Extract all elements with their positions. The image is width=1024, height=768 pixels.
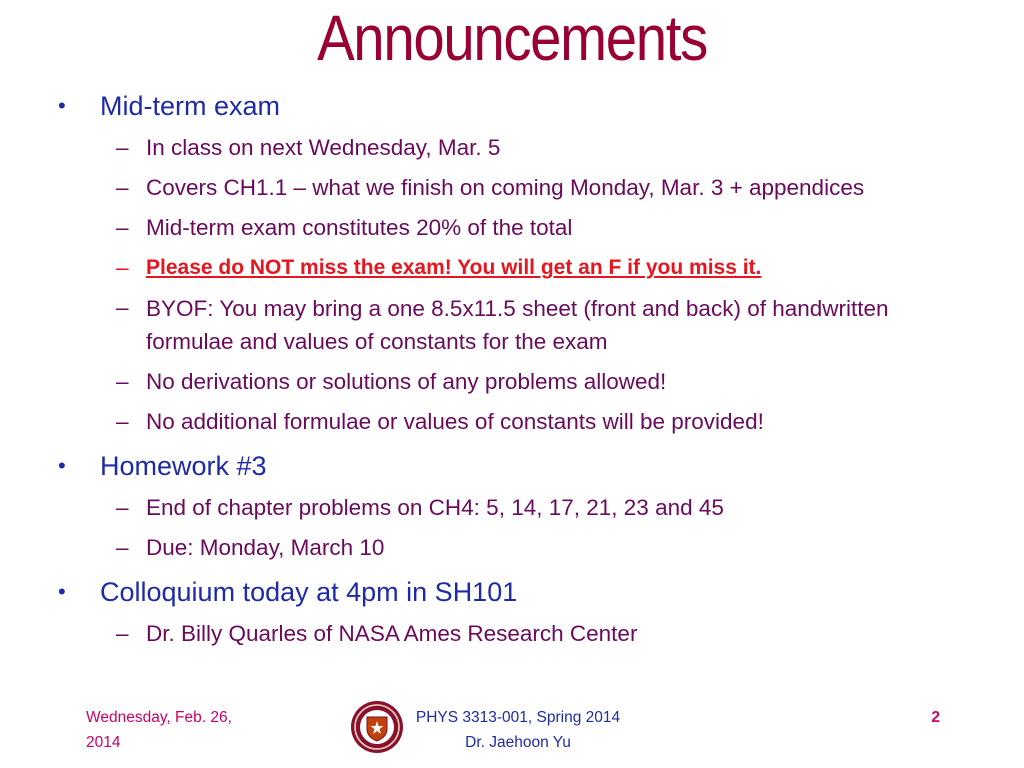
sub-item-text: In class on next Wednesday, Mar. 5 <box>146 135 501 160</box>
page-number: 2 <box>931 709 940 726</box>
sub-item-text: No additional formulae or values of constants will be provided! <box>146 409 764 434</box>
footer-instructor: Dr. Jaehoon Yu <box>465 734 571 751</box>
warning-text: Please do NOT miss the exam! You will get an F if you miss it. <box>146 256 762 279</box>
dash-icon: – <box>116 369 129 394</box>
footer-course-info <box>408 705 628 755</box>
bullet-icon: • <box>58 579 66 604</box>
bullet-midterm <box>58 88 958 124</box>
footer-course: PHYS 3313-001, Spring 2014 <box>415 709 621 726</box>
dash-icon: – <box>116 535 129 560</box>
sub-item-text: Due: Monday, March 10 <box>146 535 385 560</box>
sub-item <box>116 366 958 398</box>
bullet-text: Homework #3 <box>100 451 267 481</box>
sub-item <box>116 292 958 358</box>
sub-item-text: Mid-term exam constitutes 20% of the total <box>146 215 573 240</box>
slide-content <box>58 86 958 650</box>
sub-item-text: Dr. Billy Quarles of NASA Ames Research Center <box>146 621 638 646</box>
dash-icon: – <box>116 495 129 520</box>
bullet-homework <box>58 448 958 484</box>
sub-item-text: BYOF: You may bring a one 8.5x11.5 sheet (front and back) of handwritten formulae and values of constants for the exam <box>146 296 889 354</box>
university-seal-icon <box>350 700 404 754</box>
bullet-icon: • <box>58 93 66 118</box>
sub-item-warning <box>116 252 958 284</box>
midterm-subitems <box>116 132 958 438</box>
dash-icon: – <box>116 135 129 160</box>
slide-title: Announcements <box>317 2 707 74</box>
footer-date <box>86 705 276 755</box>
dash-icon: – <box>116 409 129 434</box>
colloquium-subitems <box>116 618 958 650</box>
bullet-text: Mid-term exam <box>100 91 281 121</box>
sub-item <box>116 172 958 204</box>
dash-icon: – <box>116 295 129 320</box>
sub-item <box>116 132 958 164</box>
sub-item <box>116 406 958 438</box>
sub-item <box>116 618 958 650</box>
bullet-text: Colloquium today at 4pm in SH101 <box>100 577 518 607</box>
homework-subitems <box>116 492 958 564</box>
bullet-icon: • <box>58 453 66 478</box>
dash-icon: – <box>116 255 129 280</box>
dash-icon: – <box>116 175 129 200</box>
sub-item <box>116 532 958 564</box>
sub-item-text: End of chapter problems on CH4: 5, 14, 17, 21, 23 and 45 <box>146 495 724 520</box>
sub-item <box>116 212 958 244</box>
footer-date-line2: 2014 <box>86 734 121 751</box>
dash-icon: – <box>116 215 129 240</box>
dash-icon: – <box>116 621 129 646</box>
sub-item-text: No derivations or solutions of any problems allowed! <box>146 369 667 394</box>
sub-item-text: Covers CH1.1 – what we finish on coming Monday, Mar. 3 + appendices <box>146 175 865 200</box>
footer-date-line1: Wednesday, Feb. 26, <box>86 709 232 726</box>
sub-item <box>116 492 958 524</box>
bullet-colloquium <box>58 574 958 610</box>
